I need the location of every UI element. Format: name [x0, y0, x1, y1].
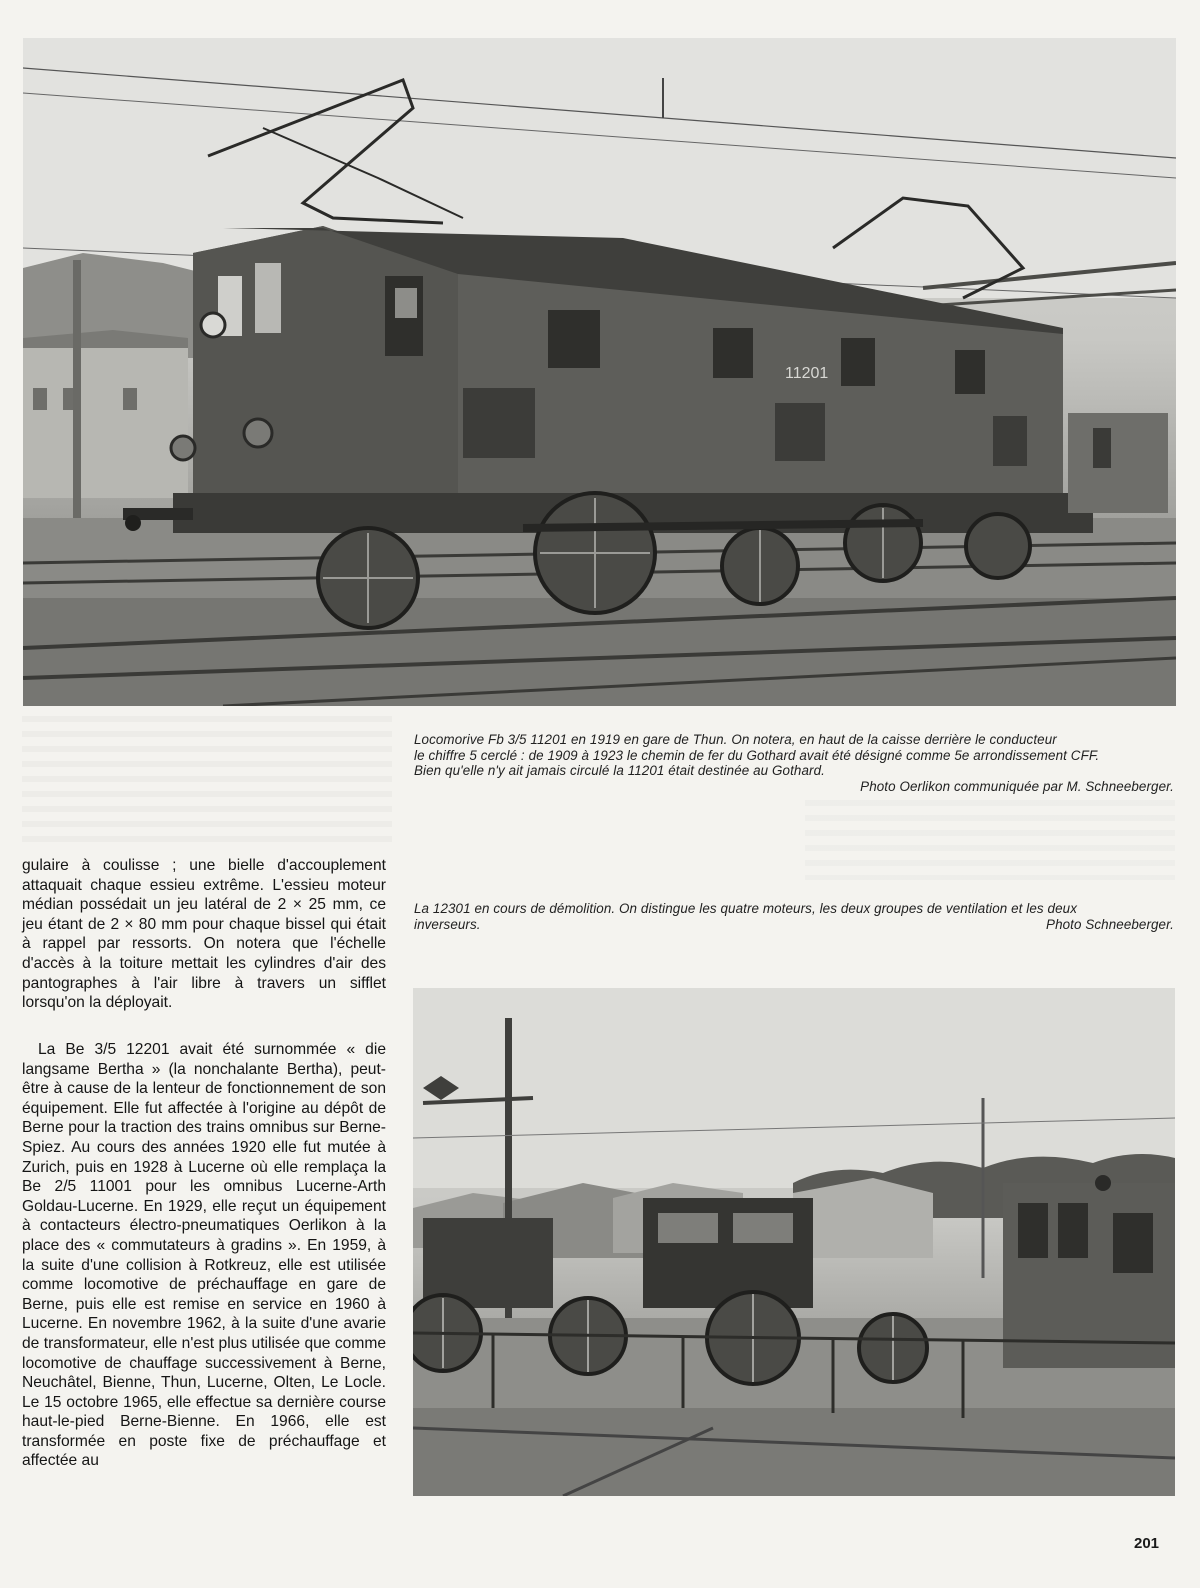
- caption-line: Bien qu'elle n'y ait jamais circulé la 11201 était destinée au Gothard.: [414, 763, 825, 778]
- locomotive-illustration: [23, 38, 1176, 706]
- page-number: 201: [1134, 1535, 1160, 1552]
- caption-line: le chiffre 5 cerclé : de 1909 à 1923 le chemin de fer du Gothard avait été désigné comme 5e arrondissement CFF.: [414, 747, 1100, 763]
- caption-line: La 12301 en cours de démolition. On distingue les quatre moteurs, les deux groupes de ventilation et les deux: [414, 901, 1077, 916]
- caption-line: Locomorive Fb 3/5 11201 en 1919 en gare de Thun. On notera, en haut de la caisse derrière le conducteur: [414, 732, 1057, 747]
- number-plate-text: 11201: [785, 365, 829, 382]
- bleed-through-texture: [22, 716, 392, 846]
- photo-credit: Photo Oerlikon communiquée par M. Schneeberger.: [860, 778, 1174, 794]
- caption-line: inverseurs.: [414, 916, 481, 932]
- caption-top: [414, 732, 1174, 794]
- demolition-illustration: [413, 988, 1175, 1496]
- body-paragraph-text: La Be 3/5 12201 avait été surnommée « die langsame Bertha » (la nonchalante Bertha), peut-être à cause de la lenteur de fonctionnement de son équipement. Elle fut affectée à l'origine au dépôt de Berne pour la traction des trains omnibus sur Berne-Spiez. Au cours des années 1920 elle fut mutée à Zurich, puis en 1928 à Lucerne où elle remplaça la Be 2/5 11001 pour les omnibus Lucerne-Arth Goldau-Lucerne. En 1929, elle reçut un équipement à contacteurs électro-pneumatiques Oerlikon à la place des « commutateurs à gradins ». En 1959, à la suite d'une collision à Rotkreuz, elle est utilisée comme locomotive de préchauffage en gare de Berne, puis elle est remise en service en 1960 à Lucerne. En novembre 1962, à la suite d'une avarie de transformateur, elle n'est plus utilisée que comme locomotive de chauffage successivement à Berne, Neuchâtel, Bienne, Thun, Lucerne, Olten, Le Locle. Le 15 octobre 1965, elle effectue sa dernière course haut-le-pied Berne-Bienne. En 1966, elle est transformée en poste fixe de préchauffage et affectée au: [22, 1041, 386, 1470]
- caption-bottom: [414, 901, 1174, 932]
- photo-locomotive-11201: [23, 38, 1176, 706]
- body-paragraph: [22, 1040, 386, 1471]
- photo-demolition-12301: [413, 988, 1175, 1496]
- bleed-through-texture: [805, 800, 1175, 880]
- photo-credit: Photo Schneeberger.: [1046, 916, 1174, 932]
- body-paragraph: [22, 856, 386, 1013]
- body-paragraph-text: gulaire à coulisse ; une bielle d'accouplement attaquait chaque essieu extrême. L'essieu moteur médian possédait un jeu latéral de 2 × 25 mm, ce jeu étant de 2 × 80 mm pour chaque bissel qui était à rappel par ressorts. On notera que l'échelle d'accès à la toiture mettait les cylindres d'air des pantographes à l'air libre à travers un sifflet lorsqu'on la déployait.: [22, 857, 386, 1012]
